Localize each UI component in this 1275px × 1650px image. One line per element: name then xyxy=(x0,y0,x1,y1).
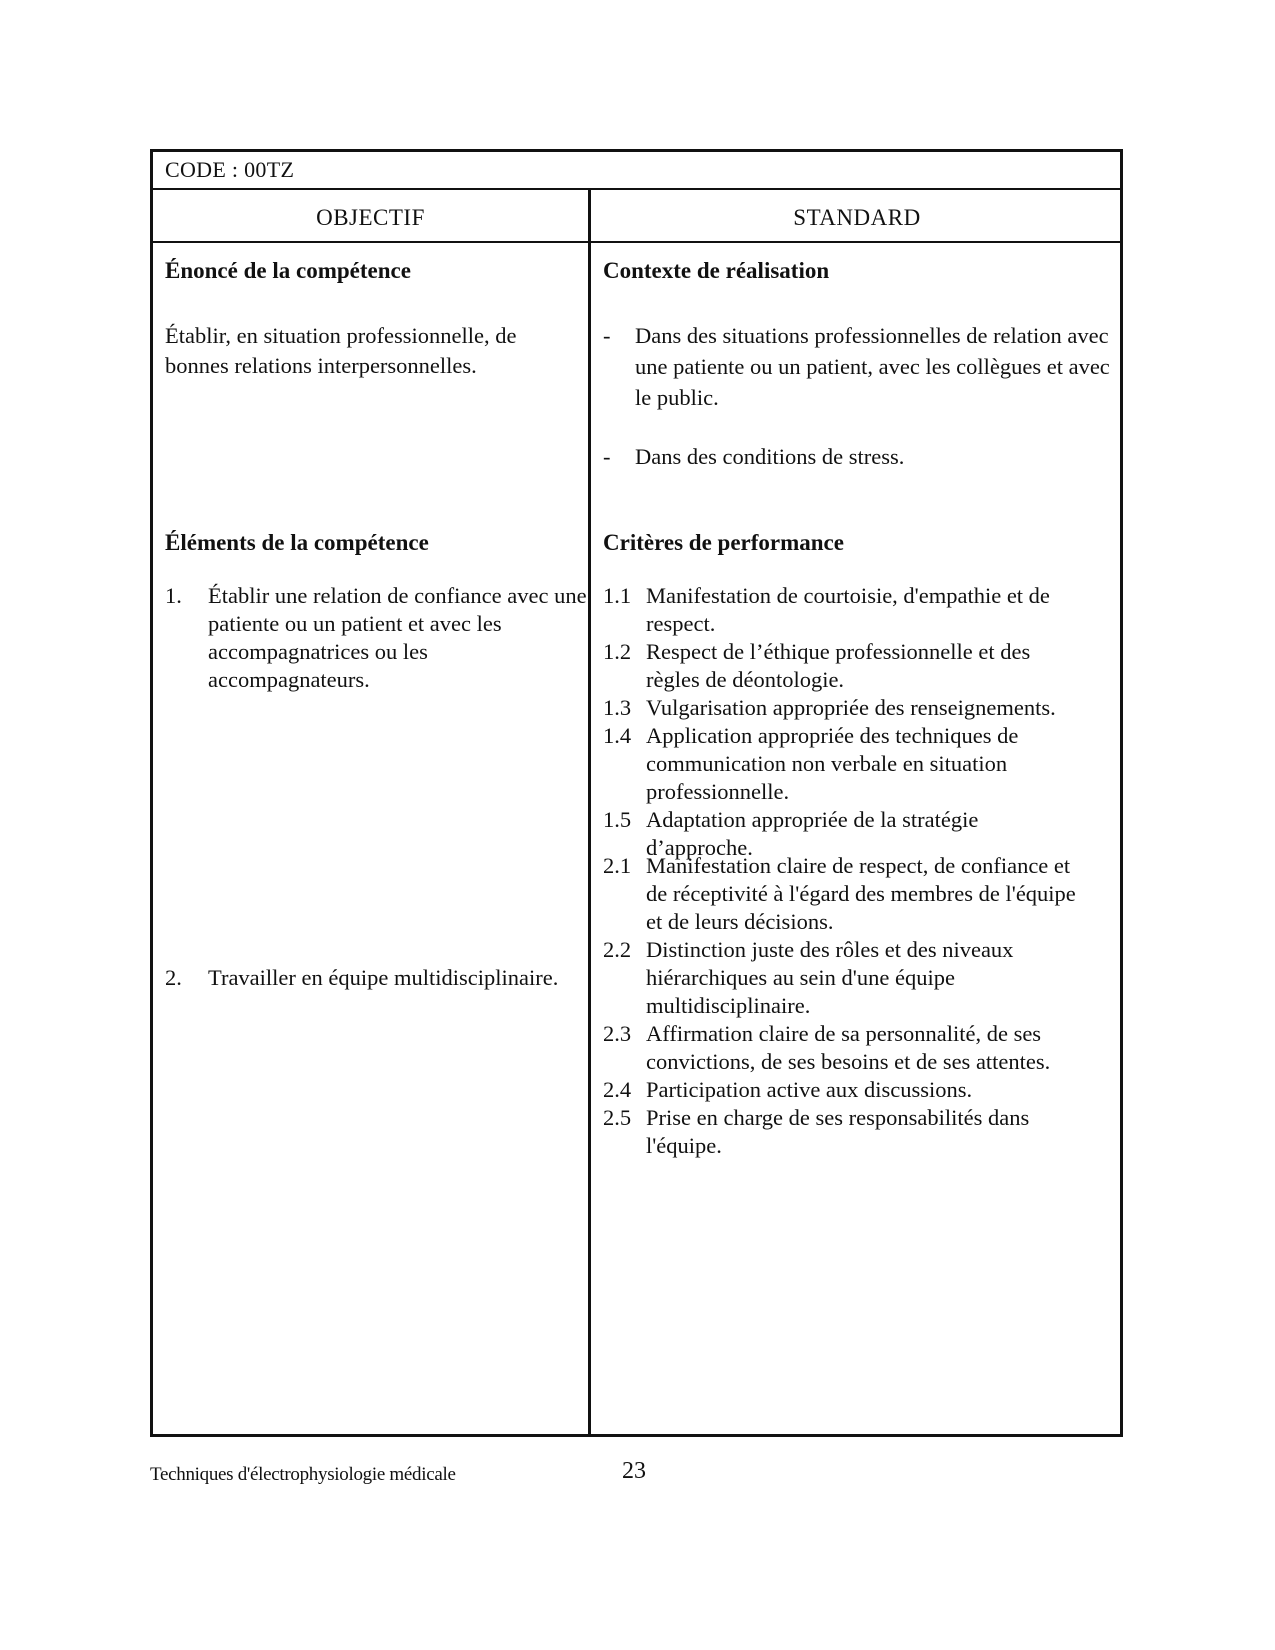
element-text: Établir une relation de confiance avec une patiente ou un patient et avec les accompagnatrices ou les accompagnateurs. xyxy=(208,583,587,692)
competency-table xyxy=(150,149,1123,1437)
critere-text: Participation active aux discussions. xyxy=(646,1077,973,1102)
contexte-text: Dans des conditions de stress. xyxy=(635,444,905,469)
contexte-list xyxy=(603,320,1113,472)
criteres-group-1 xyxy=(603,582,1083,862)
critere-item xyxy=(603,638,1083,694)
critere-number: 2.1 xyxy=(603,853,632,878)
critere-text: Adaptation appropriée de la stratégie d’approche. xyxy=(646,807,979,860)
critere-item xyxy=(603,1104,1066,1160)
objectif-header: OBJECTIF xyxy=(316,205,425,230)
column-header-row xyxy=(153,190,1120,243)
critere-number: 2.2 xyxy=(603,937,632,962)
standard-header: STANDARD xyxy=(793,205,921,230)
contexte-item-2 xyxy=(603,441,1113,472)
enonce-heading: Énoncé de la compétence xyxy=(165,258,411,283)
element-number: 1. xyxy=(165,583,182,608)
critere-item xyxy=(603,936,1046,1020)
critere-item xyxy=(603,1020,1083,1076)
critere-text: Distinction juste des rôles et des niveaux hiérarchiques au sein d'une équipe multidisciplinaire. xyxy=(646,937,1014,1018)
code-label: CODE : 00TZ xyxy=(165,157,295,182)
contexte-item-1 xyxy=(603,320,1113,413)
elements-heading: Éléments de la compétence xyxy=(165,530,429,555)
contexte-text: Dans des situations professionnelles de relation avec une patiente ou un patient, avec les collègues et avec le public. xyxy=(635,323,1110,410)
critere-number: 1.3 xyxy=(603,695,632,720)
critere-item xyxy=(603,722,1046,806)
critere-text: Manifestation claire de respect, de confiance et de réceptivité à l'égard des membres de l'équipe et de leurs décisions. xyxy=(646,853,1076,934)
critere-number: 1.1 xyxy=(603,583,632,608)
critere-number: 2.4 xyxy=(603,1077,632,1102)
critere-number: 2.5 xyxy=(603,1105,632,1130)
element-item-1 xyxy=(165,582,588,694)
critere-number: 1.2 xyxy=(603,639,632,664)
critere-text: Manifestation de courtoisie, d'empathie et de respect. xyxy=(646,583,1050,636)
contexte-heading: Contexte de réalisation xyxy=(603,258,830,283)
enonce-text: Établir, en situation professionnelle, de bonnes relations interpersonnelles. xyxy=(165,323,517,378)
critere-text: Vulgarisation appropriée des renseignements. xyxy=(646,695,1056,720)
criteres-heading: Critères de performance xyxy=(603,530,844,555)
element-number: 2. xyxy=(165,965,182,990)
critere-item xyxy=(603,852,1083,936)
critere-number: 2.3 xyxy=(603,1021,632,1046)
critere-text: Respect de l’éthique professionnelle et des règles de déontologie. xyxy=(646,639,1031,692)
page-number: 23 xyxy=(622,1458,646,1484)
critere-item xyxy=(603,694,1083,722)
criteres-group-2 xyxy=(603,852,1083,1160)
critere-item xyxy=(603,582,1083,638)
element-item-2 xyxy=(165,964,608,992)
dash-marker: - xyxy=(603,323,611,348)
column-divider xyxy=(588,190,591,1434)
code-row xyxy=(153,152,1120,190)
critere-item xyxy=(603,1076,1083,1104)
element-text: Travailler en équipe multidisciplinaire. xyxy=(208,965,559,990)
critere-text: Affirmation claire de sa personnalité, de ses convictions, de ses besoins et de ses attentes. xyxy=(646,1021,1051,1074)
footer-program-name: Techniques d'électrophysiologie médicale xyxy=(150,1464,456,1485)
critere-number: 1.4 xyxy=(603,723,632,748)
dash-marker: - xyxy=(603,444,611,469)
critere-text: Prise en charge de ses responsabilités dans l'équipe. xyxy=(646,1105,1030,1158)
critere-number: 1.5 xyxy=(603,807,632,832)
critere-text: Application appropriée des techniques de communication non verbale en situation professionnelle. xyxy=(646,723,1019,804)
